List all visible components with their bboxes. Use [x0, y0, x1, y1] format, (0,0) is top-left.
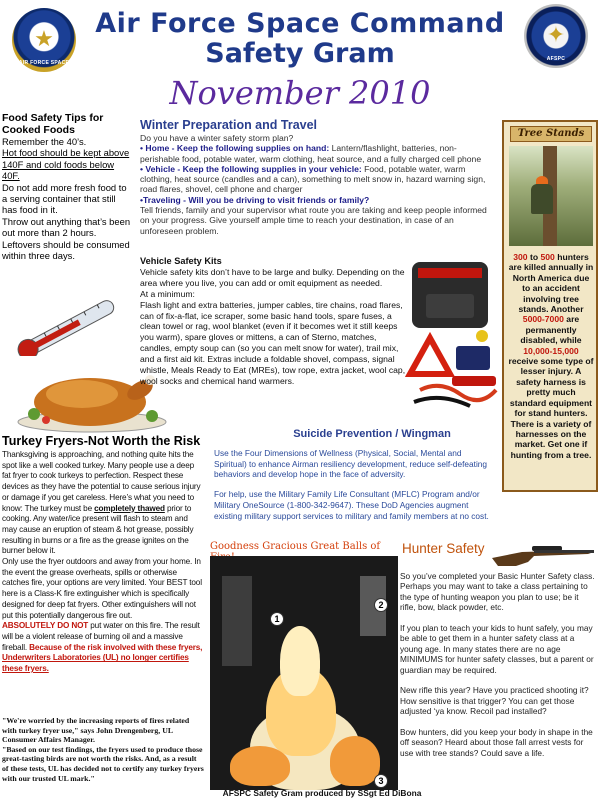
suicide-prevention-body [214, 448, 496, 530]
thermometer-illustration [4, 296, 136, 356]
winter-heading: Winter Preparation and Travel [140, 118, 318, 132]
winter-preparation-section [140, 118, 496, 236]
title-line-2: Safety Gram [205, 38, 395, 69]
ul-quote: "We're worried by the increasing reports of fires related with turkey fryer use," says John Drengenberg, UL Consumer Affairs Manager. "Based on our test findings, the fryers used to produce those great-tasting birds are not worth the risks. And, as a result of these tests, UL has decided not to certify any turkey fryers with our trusted UL mark." [2, 716, 204, 783]
photo-badge-1: 1 [270, 612, 284, 626]
left-seal-text: AIR FORCE SPACE [18, 60, 70, 66]
photo-badge-2: 2 [374, 598, 388, 612]
vehicle-safety-kit-photo [400, 254, 500, 414]
suicide-prevention-heading: Suicide Prevention / Wingman [293, 428, 451, 440]
winter-travel-text: Tell friends, family and your supervisor what route you are taking and keep people informed on your progress. Give yourself ample time to reach your destination, in case of an unforeseen problem. [140, 205, 487, 236]
kits-paragraph-1: Vehicle safety kits don’t have to be large and bulky. Depending on the area where you live, you can add or omit equipment as needed. [140, 266, 405, 288]
hunter-paragraph-4: Bow hunters, did you keep your body in shape in the off season? Heard about those fall arrest vests for use with tree stands? Could save a life. [400, 727, 593, 758]
winter-home-item: • Home - Keep the following supplies on hand: Lantern/flashlight, batteries, non-perishable food, potable water, warm clothing, heat source, and a fully charged cell phone [140, 143, 482, 164]
food-safety-title: Food Safety Tips for Cooked Foods [2, 112, 104, 136]
suicide-paragraph-2: For help, use the Military Family Life Consultant (MFLC) Program and/or Military OneSource (1-800-342-9647). These DoD Agencies augment existing military support services to military and family members at no cost. [214, 489, 489, 521]
hunter-safety-heading: Hunter Safety [402, 541, 485, 556]
turkey-fryers-heading: Turkey Fryers-Not Worth the Risk [2, 434, 201, 448]
food-tip-4: Throw out anything that’s been out more than 2 hours. [2, 215, 131, 239]
food-tip-1: Remember the 40’s. [2, 136, 87, 147]
vehicle-safety-kits-section [140, 256, 408, 387]
hunter-safety-body [400, 571, 596, 769]
winter-travel-item: •Traveling - Will you be driving to visit friends or family? [140, 194, 370, 205]
turkey-fryer-fire-photo [210, 556, 398, 790]
fire-photo-heading: Goodness Gracious Great Balls of [210, 541, 381, 552]
winter-intro: Do you have a winter safety storm plan? [140, 133, 294, 143]
issue-date: November 2010 [169, 74, 431, 112]
tree-stand-hunter-photo [509, 146, 593, 246]
right-seal-text: AFSPC [546, 56, 566, 62]
rifle-icon [488, 540, 598, 568]
food-tip-3: Do not add more fresh food to a serving container that still has food in it. [2, 181, 127, 216]
hunter-paragraph-3: New rifle this year? Have you practiced shooting it? How sensitive is that trigger? You can get those adjusted ‘ya know. Recoil pad installed? [400, 685, 589, 717]
fryers-paragraph-3: ABSOLUTELY DO NOT put water on this fire. The result will be a violent release of burning oil and a massive fireball. Because of the risk involved with these fryers, Underwriters Laboratories (UL) no longer certifies these fryers. [2, 621, 203, 674]
tree-stands-title: Tree Stands [510, 126, 592, 142]
food-safety-tips [2, 112, 132, 261]
hunter-paragraph-2: If you plan to teach your kids to hunt safely, you may be able to get them in a hunter safety class at a young age. In many states there are no age MINIMUMS for hunter safety classes, but a parent or guardian may be required. [400, 623, 594, 675]
fryers-paragraph-2: Only use the fryer outdoors and away from your home. In the event the grease overheats, spills or otherwise catches fire, your options are very limited. Your BEST tool here is a Class-K fire extinguisher which is specifically designed for deep fat fryers. Other extinguishers will not put this potentially dangerous fire out. [2, 557, 202, 620]
food-tip-5: Leftovers should be consumed within three days. [2, 238, 130, 262]
suicide-paragraph-1: Use the Four Dimensions of Wellness (Physical, Social, Mental and Spiritual) to enhance Airman resiliency development, reduce self-defeating behaviors and develop hope in the face of adversity. [214, 448, 488, 480]
photo-badge-3: 3 [374, 774, 388, 788]
title-line-1: Air Force Space Command [95, 8, 505, 39]
tree-stands-sidebar [502, 120, 598, 492]
tree-stands-text: 300 to 500 hunters are killed annually in North America due to an accident involving tree stands. Another 5000-7000 are permanently disabled, while 10,000-15,000 receive some type of lesser injury. A safety harness is pretty much standard equipment for stand hunters. There is a variety of harnesses on the market. Get one if hunting from a tree. [508, 252, 594, 460]
winter-vehicle-item: • Vehicle - Keep the following supplies in your vehicle: Food, potable water, warm clothing, heat source (candles and a can), something to melt snow in, hazard warning sign, road flares, shovel, cell phone and charger [140, 163, 486, 195]
food-tip-2: Hot food should be kept above 140F and cold foods below 40F. [2, 147, 130, 182]
footer-credit: AFSPC Safety Gram produced by SSgt Ed DiBona [222, 788, 422, 798]
afspc-left-seal [12, 8, 76, 72]
kits-heading: Vehicle Safety Kits [140, 256, 222, 266]
kits-paragraph-2: At a minimum: [140, 288, 195, 299]
hunter-paragraph-1: So you’ve completed your Basic Hunter Safety class. Perhaps you may want to take a class pertaining to the type of hunting weapon you plan to use; be it rifle, bow, black powder, etc. [400, 571, 595, 613]
turkey-fryers-body [2, 450, 204, 675]
star-icon: ✦ [546, 23, 566, 48]
star-icon: ★ [34, 27, 54, 52]
afspc-right-seal [524, 4, 588, 68]
kits-paragraph-3: Flash light and extra batteries, jumper cables, tire chains, road flares, can of fix-a-flat, ice scraper, some basic hand tools, spare fuses, a clean towel or rag, wool blanket (even if it becomes wet it still keeps you warm), spare gloves or mittens, a can of Sterno, matches, candles, empty soup can (so you can melt snow for water), trail mix, and a first aid kit. Extras include a foldable shovel, compass, signal whistle, Meals Ready to Eat (MREs), tow rope, extra jacket, wool cap, wool socks and chemical hand warmers. [140, 299, 406, 386]
fryers-paragraph-1: Thanksgiving is approaching, and nothing quite hits the spot like a well cooked turkey. Many people use a deep fat fryer to cook turkeys to perfection. Respect these devices as they have the potential to cause serious injury or damage if you get careless. Here’s what you need to know: The turkey must be completely thawed prior to cooking. Any water/ice present will flash to steam and may cause an eruption of steam & hot grease, possibly resulting in burns or a fire as the grease ignites on the burner below it. [2, 450, 201, 556]
